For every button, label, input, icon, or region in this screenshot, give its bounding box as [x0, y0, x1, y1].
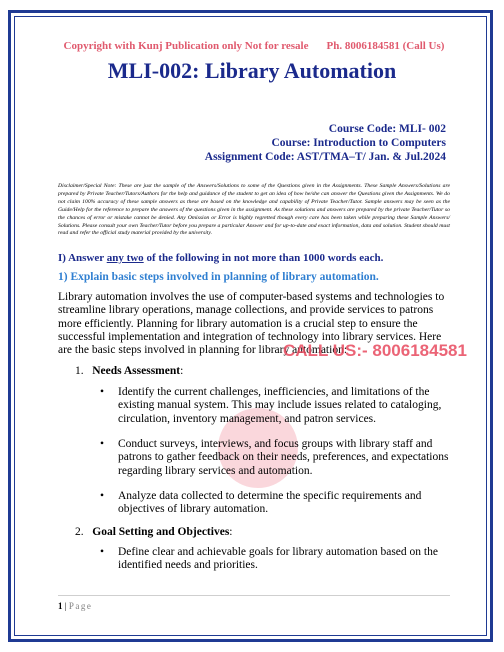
intro-paragraph: Library automation involves the use of computer-based systems and technologies to streamline library operations, manage collections, and provide services to patrons more efficiently. Planning for library automation is a crucial step to ensure the successful implementation and integration of technology into library services. Here are the basic steps involved in planning for library automation:: [58, 291, 445, 357]
document-title: MLI-002: Library Automation: [107, 58, 397, 83]
assignment-code: Assignment Code: AST/TMA–T/ Jan. & Jul.2024: [204, 151, 446, 163]
course-code: Course Code: MLI- 002: [328, 123, 446, 135]
instruction-prefix: I) Answer: [58, 252, 107, 264]
section-heading-needs-assessment: [75, 365, 183, 377]
bullet-icon: •: [100, 386, 105, 398]
section-number: 2.: [75, 526, 84, 538]
call-us-watermark: CALL US:- 8006184581: [283, 341, 467, 360]
footer-separator: |: [62, 601, 69, 611]
instruction-emphasis: any two: [106, 252, 144, 264]
question-heading: 1) Explain basic steps involved in planning of library automation.: [58, 271, 379, 283]
instruction-suffix: of the following in not more than 1000 words each.: [143, 252, 384, 264]
page-number: 1: [58, 601, 63, 611]
page-label: Page: [68, 601, 93, 611]
list-item-text: Conduct surveys, interviews, and focus groups with library staff and patrons to gather feedback on their needs, preferences, and expectations regarding library services and automation.: [118, 438, 449, 477]
section-title: Needs Assessment: [92, 365, 181, 377]
assignment-instruction: [58, 252, 450, 264]
page-footer: [58, 601, 92, 611]
course-name: Course: Introduction to Computers: [271, 137, 446, 149]
copyright-text: Copyright with Kunj Publication only Not for resale: [63, 40, 309, 52]
bullet-icon: •: [100, 490, 105, 502]
bullet-icon: •: [100, 438, 105, 450]
list-item-text: Identify the current challenges, inefficiencies, and limitations of the existing manual system. This may include issues related to cataloging, circulation, inventory management, and patron services.: [118, 386, 442, 425]
disclaimer-note: Disclaimer/Special Note: These are just the sample of the Answers/Solutions to some of the Questions given in the Assignments. These Sample Answers/Solutions are prepared by Private Teacher/Tutors/Authors for the help and guidance of the student to get an idea of how he/she can answer the Questions given the Assignments. We do not claim 100% accuracy of these sample answers as these are based on the knowledge and capability of Private Teacher/Tutor. Sample answers may be seen as the Guide/Help for the reference to prepare the answers of the questions given in the assignment. As these solutions and answers are prepared by the private Teacher/Tutor so the chances of error or mistake cannot be denied. Any Omission or Error is highly regretted though every care has been taken while preparing these Sample Answers/ Solutions. Please consult your own Teacher/Tutor before you prepare a particular Answer and for up-to-date and exact information, data and solution. Student should must read and refer the official study material provided by the university.: [58, 183, 450, 237]
section-number: 1.: [75, 365, 84, 377]
section-colon: :: [229, 526, 233, 538]
phone-text: Ph. 8006184581 (Call Us): [326, 40, 445, 52]
list-item-text: Define clear and achievable goals for library automation based on the identified needs and priorities.: [118, 546, 438, 572]
footer-divider: [58, 595, 450, 596]
course-codes: [205, 122, 446, 164]
list-item: [100, 386, 450, 426]
section-colon: :: [180, 365, 184, 377]
copyright-header: [58, 40, 450, 52]
list-item: [100, 438, 450, 478]
section-heading-goal-setting: [75, 526, 233, 538]
list-item: [100, 546, 450, 573]
list-item: [100, 490, 450, 517]
section-title: Goal Setting and Objectives: [92, 526, 230, 538]
bullet-icon: •: [100, 546, 105, 558]
list-item-text: Analyze data collected to determine the specific requirements and objectives of library automation.: [118, 490, 422, 516]
